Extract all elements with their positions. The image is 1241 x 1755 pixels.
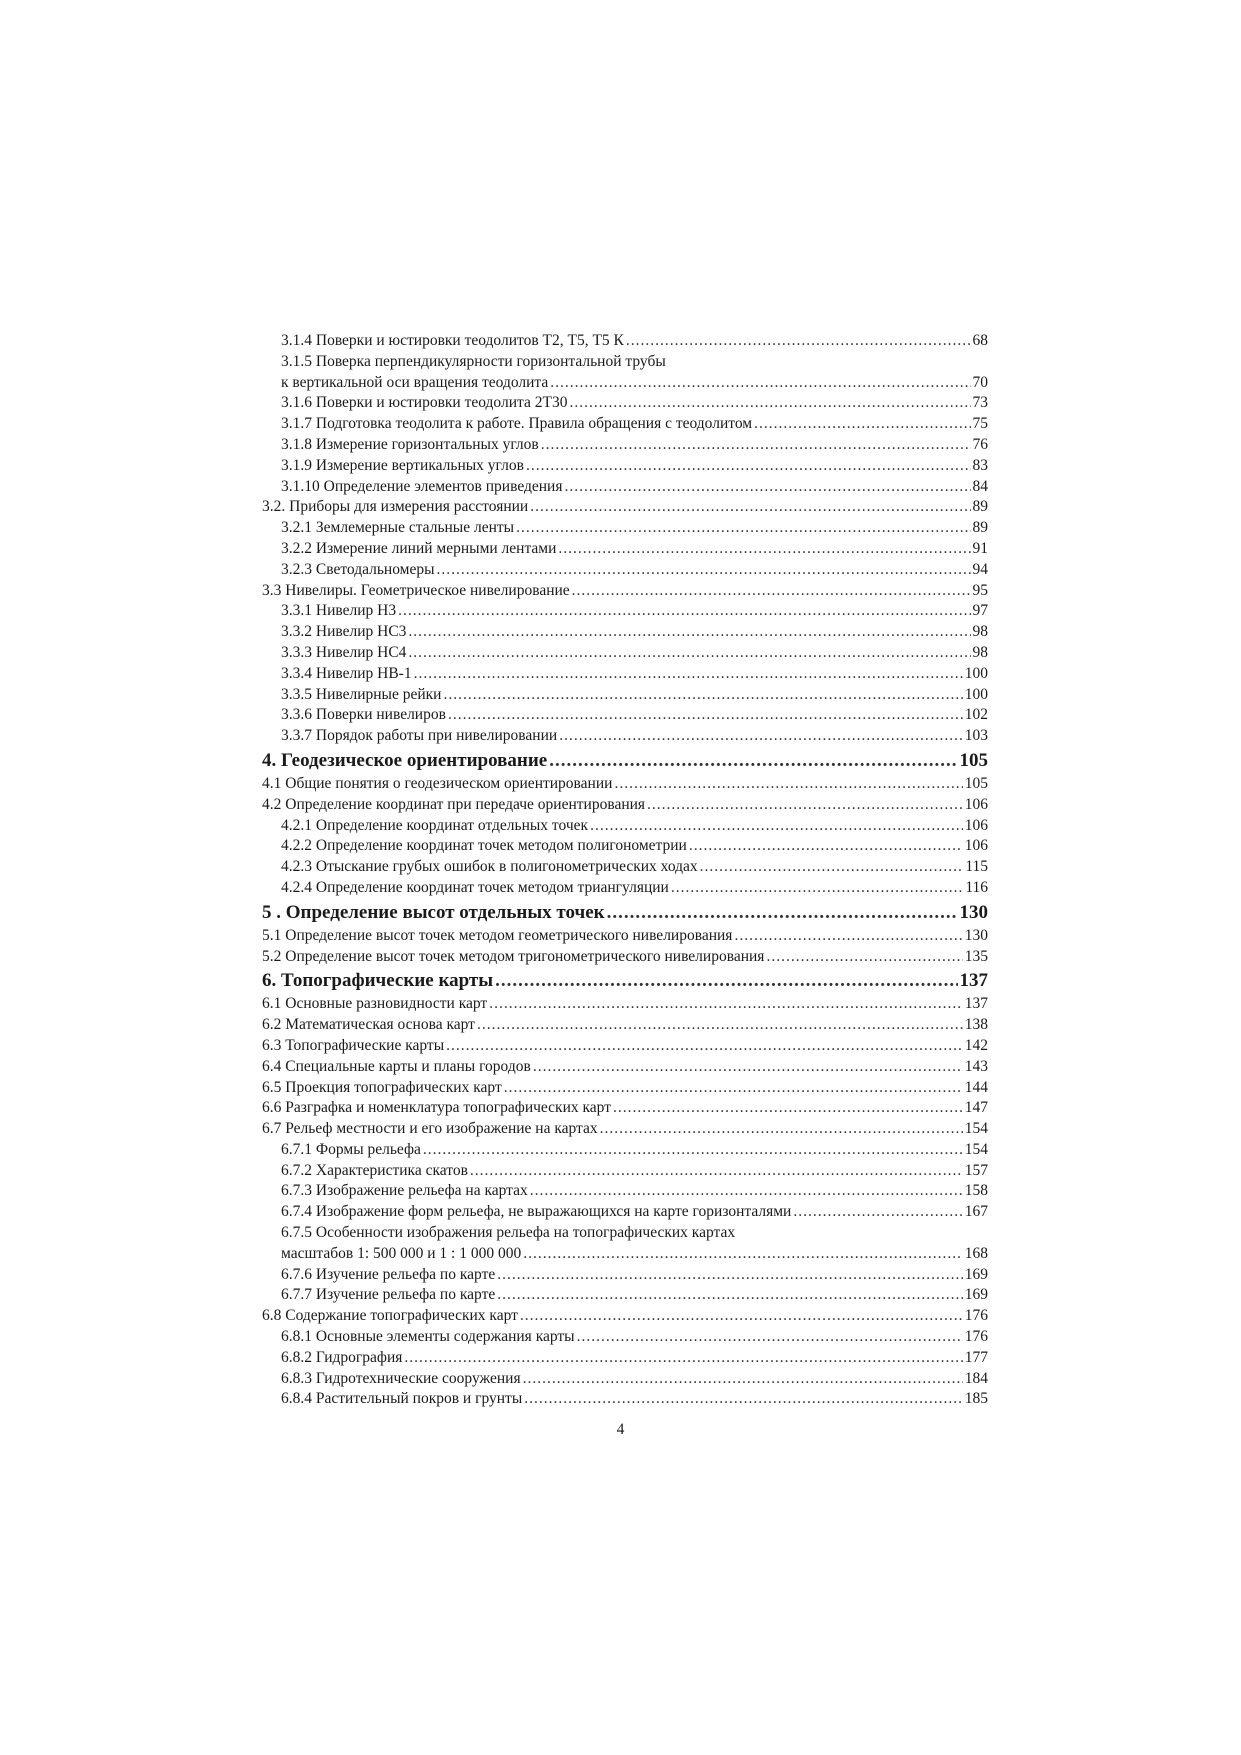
- toc-entry-title: 6.7.3 Изображение рельефа на картах: [281, 1182, 528, 1200]
- toc-entry: [262, 331, 988, 352]
- toc-entry-page: 106: [964, 795, 988, 813]
- toc-dot-leader: [423, 1140, 963, 1161]
- toc-entry-title: 4.2 Определение координат при передаче ориентирования: [262, 795, 646, 813]
- toc-dot-leader: [408, 643, 970, 664]
- toc-entry-page: 103: [964, 727, 988, 745]
- toc-dot-leader: [564, 477, 970, 498]
- toc-entry: [262, 414, 988, 435]
- toc-entry-title: 6.8.3 Гидротехнические сооружения: [281, 1369, 521, 1387]
- toc-dot-leader: [470, 1161, 963, 1182]
- toc-entry-title: 6.2 Математическая основа карт: [262, 1016, 475, 1034]
- toc-entry: [262, 1078, 988, 1099]
- toc-entry: [262, 1306, 988, 1327]
- toc-entry-page: 138: [964, 1016, 988, 1034]
- toc-entry-title: 3.3.5 Нивелирные рейки: [281, 685, 442, 703]
- toc-entry: [262, 1369, 988, 1390]
- toc-dot-leader: [613, 1098, 963, 1119]
- toc-chapter-entry: [262, 967, 988, 994]
- toc-entry-title: 3.1.7 Подготовка теодолита к работе. Правила обращения с теодолитом: [281, 415, 753, 433]
- toc-dot-leader: [448, 705, 963, 726]
- toc-entry-title: 6.8 Содержание топографических карт: [262, 1307, 518, 1325]
- toc-entry-page: 135: [964, 947, 988, 965]
- toc-entry: [262, 1057, 988, 1078]
- toc-entry: [262, 1140, 988, 1161]
- toc-entry-page: 83: [972, 456, 988, 474]
- toc-entry-page: 98: [972, 643, 988, 661]
- toc-entry-page: 184: [964, 1369, 988, 1387]
- toc-dot-leader: [530, 1181, 963, 1202]
- toc-chapter-entry: [262, 899, 988, 926]
- toc-entry-title: 5 . Определение высот отдельных точек: [262, 901, 605, 923]
- toc-entry: [262, 816, 988, 837]
- toc-entry-title: 3.3.2 Нивелир НС3: [281, 623, 407, 641]
- toc-dot-leader: [523, 1244, 963, 1265]
- toc-entry-page: 75: [972, 415, 988, 433]
- toc-entry-title: 3.2.1 Землемерные стальные ленты: [281, 519, 515, 537]
- toc-entry-page: 158: [964, 1182, 988, 1200]
- toc-dot-leader: [647, 795, 963, 816]
- toc-entry-page: 169: [964, 1265, 988, 1283]
- toc-dot-leader: [477, 1015, 963, 1036]
- table-of-contents: [262, 331, 988, 1410]
- toc-entry: [262, 926, 988, 947]
- toc-entry: [262, 994, 988, 1015]
- toc-entry: [262, 1348, 988, 1369]
- toc-dot-leader: [689, 836, 963, 857]
- toc-entry-title: 6.7.6 Изучение рельефа по карте: [281, 1265, 496, 1283]
- toc-dot-leader: [590, 816, 963, 837]
- toc-entry-page: 105: [959, 749, 988, 771]
- toc-entry-page: 106: [964, 837, 988, 855]
- toc-entry-page: 142: [964, 1036, 988, 1054]
- toc-entry-title: 3.1.9 Измерение вертикальных углов: [281, 456, 524, 474]
- toc-entry-page: 143: [964, 1057, 988, 1075]
- toc-dot-leader: [559, 726, 963, 747]
- toc-entry: [262, 435, 988, 456]
- toc-entry-title: 3.3.4 Нивелир НВ-1: [281, 664, 412, 682]
- toc-entry: [262, 1223, 988, 1244]
- toc-entry: [262, 726, 988, 747]
- toc-entry-title: 6.7.1 Формы рельефа: [281, 1140, 421, 1158]
- toc-entry-title: 6. Топографические карты: [262, 970, 494, 992]
- toc-entry-page: 89: [972, 498, 988, 516]
- toc-entry-title: 3.3 Нивелиры. Геометрическое нивелирование: [262, 581, 570, 599]
- toc-entry-title: 4.2.1 Определение координат отдельных точек: [281, 816, 589, 834]
- toc-entry: [262, 857, 988, 878]
- toc-dot-leader: [504, 1078, 963, 1099]
- toc-chapter-entry: [262, 747, 988, 774]
- toc-entry: [262, 774, 988, 795]
- toc-entry-page: 76: [972, 435, 988, 453]
- toc-entry: [262, 1181, 988, 1202]
- toc-entry-title: 4.2.3 Отыскание грубых ошибок в полигонометрических ходах: [281, 858, 698, 876]
- toc-entry-title: 4.2.2 Определение координат точек методом полигонометрии: [281, 837, 687, 855]
- toc-entry-title: 6.7.7 Изучение рельефа по карте: [281, 1286, 496, 1304]
- toc-entry-page: 157: [964, 1161, 988, 1179]
- toc-dot-leader: [524, 1389, 963, 1410]
- toc-entry-title: к вертикальной оси вращения теодолита: [281, 373, 549, 391]
- toc-entry-page: 137: [964, 995, 988, 1013]
- toc-entry-title: 6.3 Топографические карты: [262, 1036, 445, 1054]
- toc-entry: [262, 622, 988, 643]
- toc-entry: [262, 393, 988, 414]
- toc-entry-title: 6.8.4 Растительный покров и грунты: [281, 1390, 523, 1408]
- toc-dot-leader: [577, 1327, 963, 1348]
- toc-entry: [262, 518, 988, 539]
- toc-entry-page: 98: [972, 623, 988, 641]
- toc-dot-leader: [398, 601, 970, 622]
- toc-dot-leader: [495, 967, 957, 994]
- toc-dot-leader: [533, 1057, 963, 1078]
- toc-dot-leader: [550, 373, 970, 394]
- toc-entry: [262, 1015, 988, 1036]
- toc-entry: [262, 601, 988, 622]
- toc-entry: [262, 1389, 988, 1410]
- toc-entry-title: 3.1.8 Измерение горизонтальных углов: [281, 435, 539, 453]
- toc-entry: [262, 1202, 988, 1223]
- toc-entry-title: 6.8.1 Основные элементы содержания карты: [281, 1328, 575, 1346]
- toc-entry-page: 177: [964, 1348, 988, 1366]
- toc-dot-leader: [541, 435, 971, 456]
- toc-entry-page: 91: [972, 539, 988, 557]
- toc-entry: [262, 477, 988, 498]
- toc-entry-page: 106: [964, 816, 988, 834]
- toc-entry-page: 154: [964, 1120, 988, 1138]
- toc-entry: [262, 664, 988, 685]
- toc-entry: [262, 373, 988, 394]
- toc-entry-page: 115: [965, 858, 988, 876]
- toc-entry-title: масштабов 1: 500 000 и 1 : 1 000 000: [281, 1244, 522, 1262]
- page-number: 4: [616, 1421, 625, 1438]
- toc-entry: [262, 947, 988, 968]
- toc-entry-title: 5.2 Определение высот точек методом тригонометрического нивелирования: [262, 947, 765, 965]
- toc-dot-leader: [754, 414, 970, 435]
- toc-entry-title: 4. Геодезическое ориентирование: [262, 749, 548, 771]
- toc-dot-leader: [766, 947, 962, 968]
- toc-entry: [262, 1036, 988, 1057]
- toc-entry-title: 4.2.4 Определение координат точек методом триангуляции: [281, 878, 669, 896]
- toc-entry-title: 6.8.2 Гидрография: [281, 1348, 403, 1366]
- toc-dot-leader: [607, 899, 958, 926]
- toc-entry: [262, 836, 988, 857]
- toc-entry-page: 137: [959, 970, 988, 992]
- toc-dot-leader: [437, 560, 971, 581]
- toc-dot-leader: [614, 774, 962, 795]
- toc-entry-page: 154: [964, 1140, 988, 1158]
- toc-entry-title: 3.2. Приборы для измерения расстоянии: [262, 498, 529, 516]
- toc-entry: [262, 1098, 988, 1119]
- toc-dot-leader: [526, 456, 971, 477]
- toc-entry-page: 73: [972, 394, 988, 412]
- toc-entry-page: 167: [964, 1203, 988, 1221]
- toc-entry-title: 3.3.6 Поверки нивелиров: [281, 706, 446, 724]
- toc-dot-leader: [530, 497, 970, 518]
- toc-entry-title: 6.7.4 Изображение форм рельефа, не выражающихся на карте горизонталями: [281, 1203, 792, 1221]
- toc-entry-page: 105: [964, 774, 988, 792]
- toc-entry-page: 169: [964, 1286, 988, 1304]
- toc-entry-page: 176: [964, 1307, 988, 1325]
- toc-entry-page: 84: [972, 477, 988, 495]
- toc-dot-leader: [671, 878, 963, 899]
- toc-entry: [262, 1161, 988, 1182]
- toc-entry: [262, 685, 988, 706]
- toc-entry-title: 6.7 Рельеф местности и его изображение на картах: [262, 1120, 598, 1138]
- toc-dot-leader: [558, 539, 970, 560]
- toc-dot-leader: [626, 331, 971, 352]
- toc-entry-page: 116: [965, 878, 988, 896]
- toc-entry-title: 3.1.4 Поверки и юстировки теодолитов Т2, Т5, Т5 К: [281, 332, 624, 349]
- toc-dot-leader: [414, 664, 963, 685]
- toc-dot-leader: [489, 994, 963, 1015]
- toc-entry-title: 6.5 Проекция топографических карт: [262, 1078, 502, 1096]
- toc-entry-title: 6.7.5 Особенности изображения рельефа на топографических картах: [281, 1224, 736, 1242]
- toc-entry-page: 130: [964, 926, 988, 944]
- toc-entry-title: 3.3.1 Нивелир Н3: [281, 602, 397, 620]
- toc-entry: [262, 795, 988, 816]
- toc-entry: [262, 1244, 988, 1265]
- toc-entry-title: 5.1 Определение высот точек методом геометрического нивелирования: [262, 926, 733, 944]
- toc-entry-page: 97: [972, 602, 988, 620]
- toc-entry: [262, 705, 988, 726]
- toc-dot-leader: [569, 393, 970, 414]
- toc-dot-leader: [523, 1369, 963, 1390]
- toc-entry-page: 185: [964, 1390, 988, 1408]
- toc-entry-page: 176: [964, 1328, 988, 1346]
- toc-dot-leader: [520, 1306, 963, 1327]
- toc-dot-leader: [497, 1285, 963, 1306]
- toc-entry-title: 6.6 Разграфка и номенклатура топографических карт: [262, 1099, 611, 1117]
- toc-entry-page: 144: [964, 1078, 988, 1096]
- toc-dot-leader: [443, 685, 962, 706]
- toc-dot-leader: [516, 518, 970, 539]
- toc-entry-title: 3.1.6 Поверки и юстировки теодолита 2Т30: [281, 394, 568, 412]
- toc-entry: [262, 560, 988, 581]
- toc-entry-title: 6.7.2 Характеристика скатов: [281, 1161, 468, 1179]
- toc-entry-title: 3.2.2 Измерение линий мерными лентами: [281, 539, 557, 557]
- toc-dot-leader: [549, 747, 957, 774]
- toc-entry-title: 4.1 Общие понятия о геодезическом ориентировании: [262, 774, 613, 792]
- toc-entry: [262, 456, 988, 477]
- toc-entry-title: 3.3.3 Нивелир НС4: [281, 643, 407, 661]
- toc-entry-page: 89: [972, 519, 988, 537]
- toc-dot-leader: [572, 581, 971, 602]
- toc-entry: [262, 1119, 988, 1140]
- toc-dot-leader: [600, 1119, 963, 1140]
- toc-dot-leader: [734, 926, 962, 947]
- toc-entry: [262, 643, 988, 664]
- toc-entry: [262, 1327, 988, 1348]
- toc-entry-title: 6.1 Основные разновидности карт: [262, 995, 488, 1013]
- toc-entry-page: 130: [959, 901, 988, 923]
- toc-dot-leader: [497, 1265, 963, 1286]
- toc-entry-page: 70: [972, 373, 988, 391]
- toc-entry-title: 3.1.10 Определение элементов приведения: [281, 477, 563, 495]
- toc-dot-leader: [404, 1348, 962, 1369]
- toc-entry-page: 100: [964, 664, 988, 682]
- toc-entry-title: 6.4 Специальные карты и планы городов: [262, 1057, 531, 1075]
- toc-dot-leader: [446, 1036, 963, 1057]
- toc-entry-page: 102: [964, 706, 988, 724]
- toc-entry-page: 94: [972, 560, 988, 578]
- toc-dot-leader: [793, 1202, 962, 1223]
- toc-entry-page: 147: [964, 1099, 988, 1117]
- toc-entry-page: 95: [972, 581, 988, 599]
- toc-entry-title: 3.3.7 Порядок работы при нивелировании: [281, 727, 558, 745]
- toc-entry: [262, 581, 988, 602]
- toc-entry: [262, 352, 988, 373]
- toc-entry: [262, 1285, 988, 1306]
- toc-entry-title: 3.1.5 Поверка перпендикулярности горизонтальной трубы: [281, 352, 666, 370]
- toc-entry: [262, 539, 988, 560]
- toc-entry-page: 168: [964, 1244, 988, 1262]
- toc-entry: [262, 497, 988, 518]
- toc-entry-title: 3.2.3 Светодальномеры: [281, 560, 435, 578]
- toc-entry-page: 100: [964, 685, 988, 703]
- toc-dot-leader: [700, 857, 964, 878]
- toc-entry-page: 68: [972, 332, 988, 349]
- toc-entry: [262, 1265, 988, 1286]
- toc-dot-leader: [408, 622, 970, 643]
- toc-entry: [262, 878, 988, 899]
